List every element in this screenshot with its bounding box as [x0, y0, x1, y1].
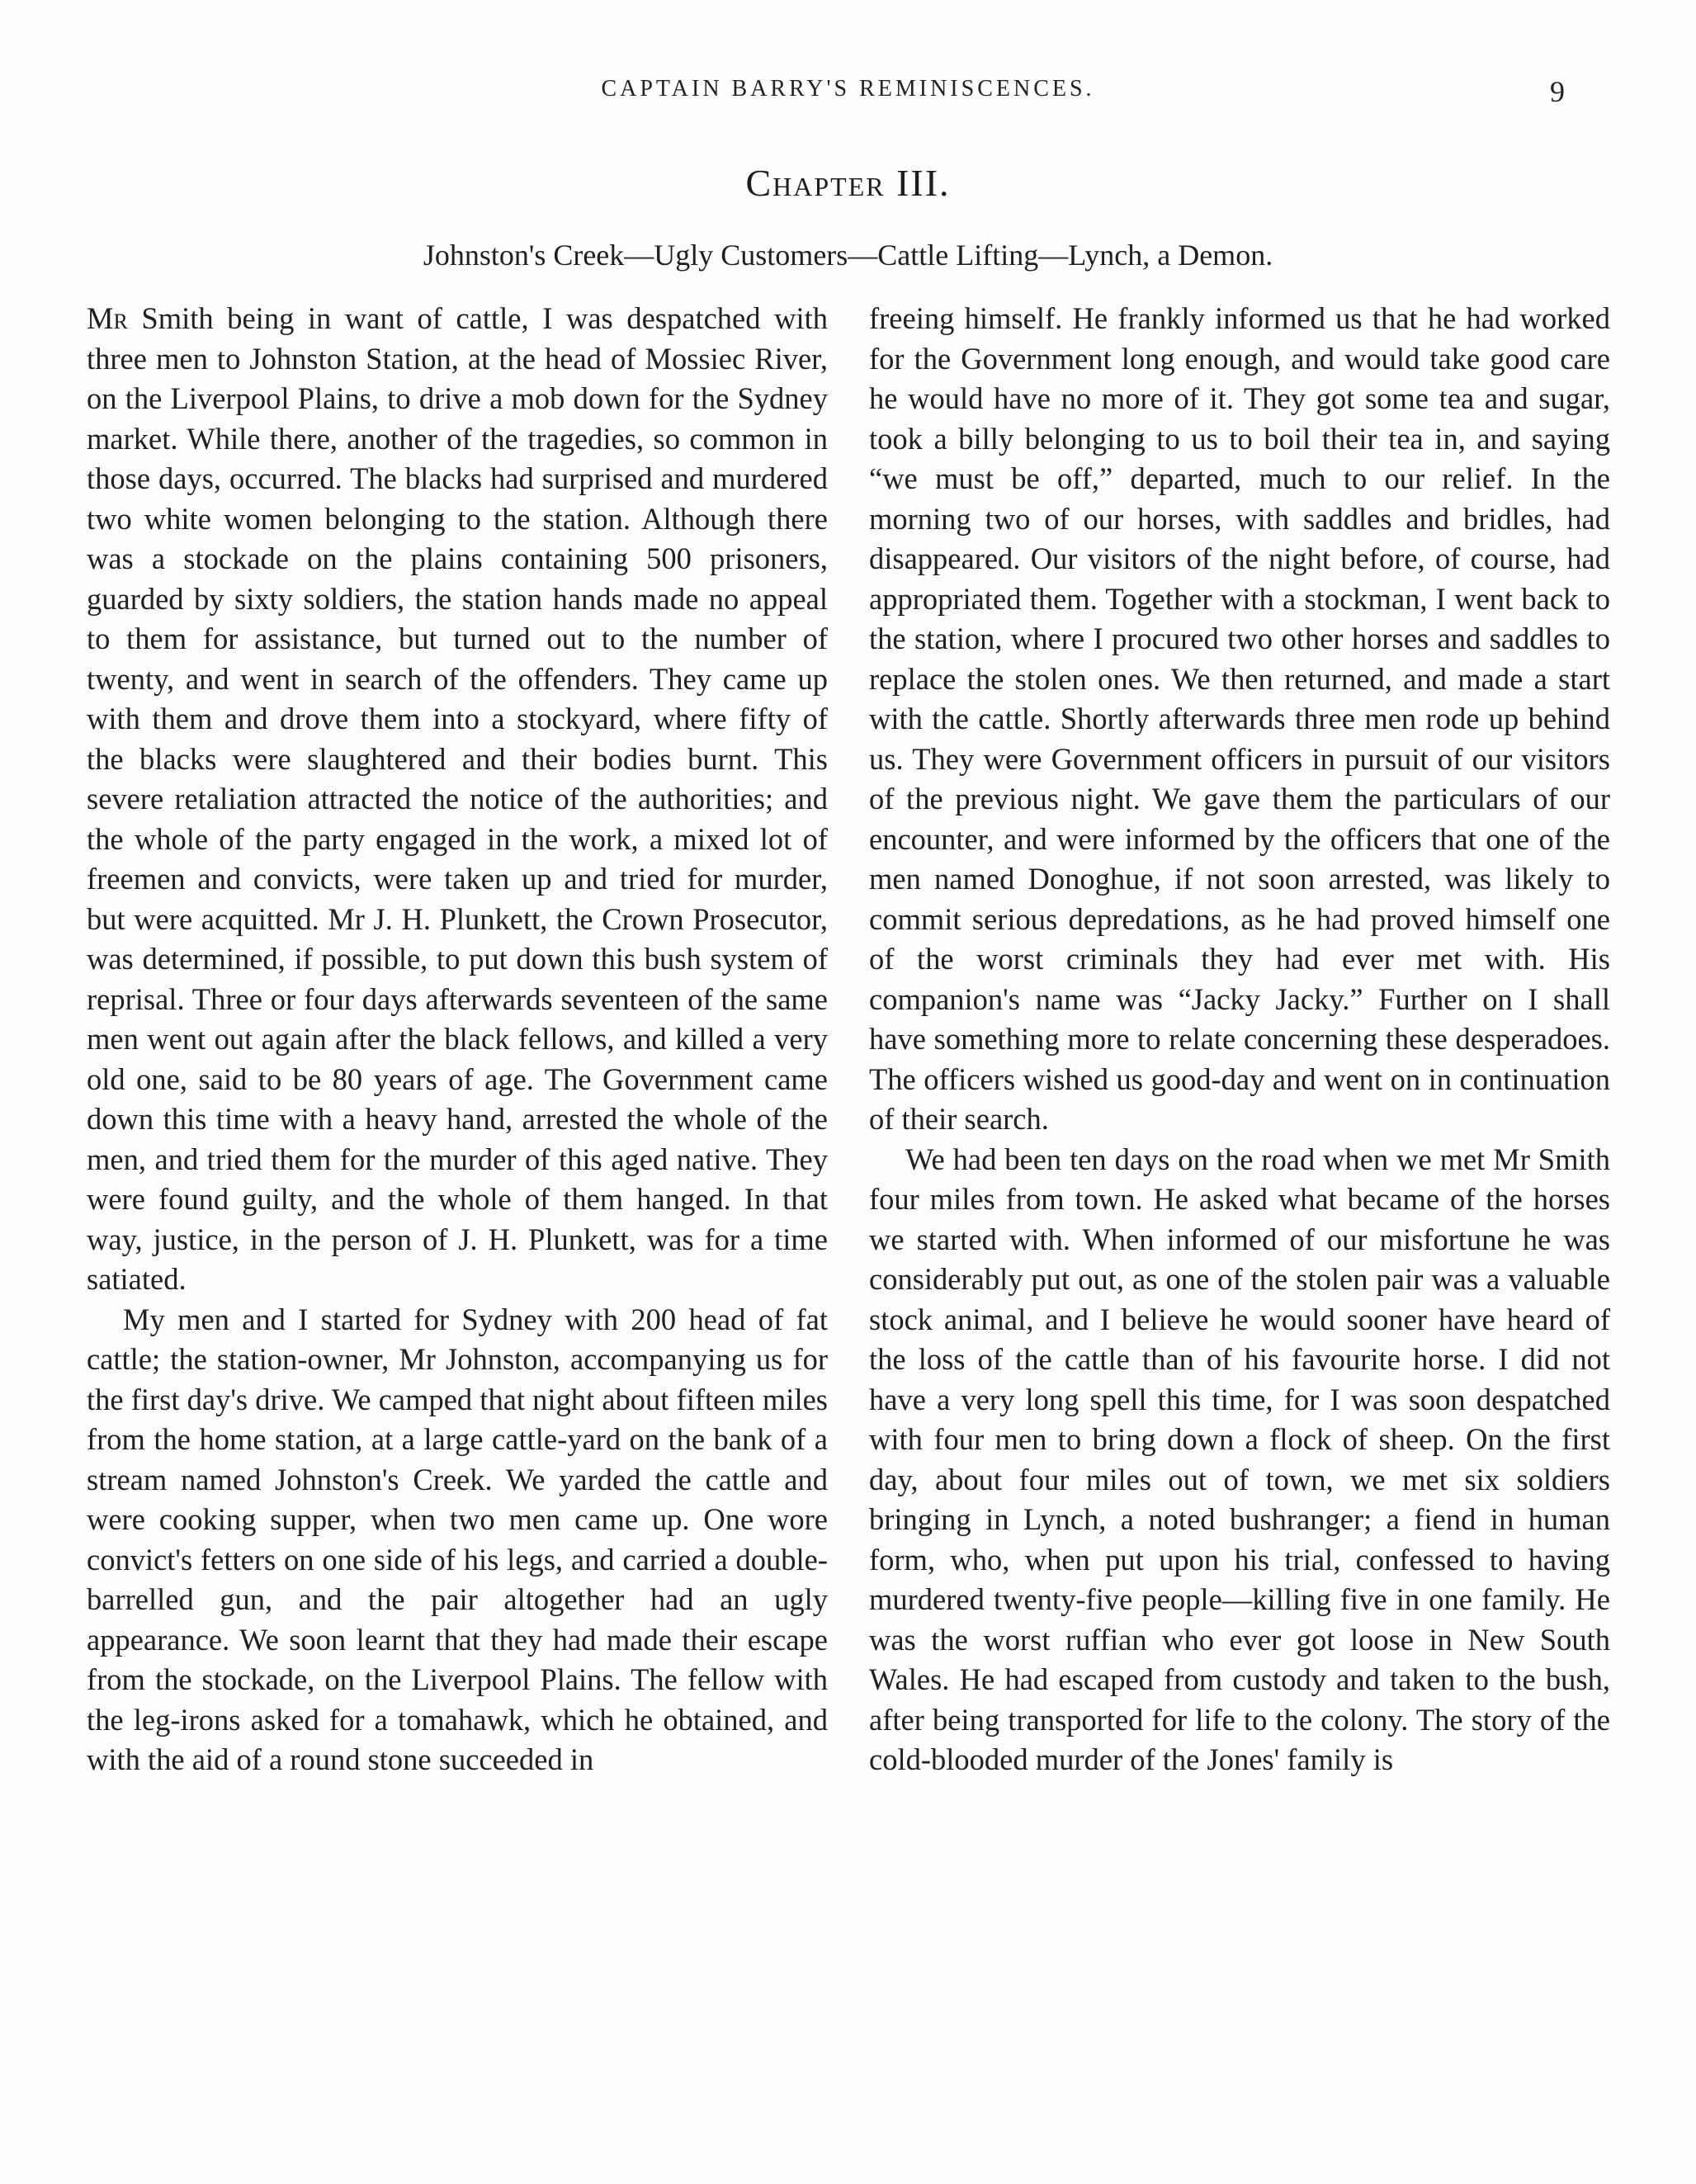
- paragraph: We had been ten days on the road when we met Mr Smith four miles from town. He asked what became of the horses we started with. When informed of our misfortune he was considerably put out, as one of the stolen pair was a valuable stock animal, and I believe he would sooner have heard of the loss of the cattle than of his favourite horse. I did not have a very long spell this time, for I was soon despatched with four men to bring down a flock of sheep. On the first day, about four miles out of town, we met six soldiers bringing in Lynch, a noted bushranger; a fiend in human form, who, when put upon his trial, confessed to having murdered twenty-five people—killing five in one family. He was the worst ruffian who ever got loose in New South Wales. He had escaped from custody and taken to the bush, after being transported for life to the colony. The story of the cold-blooded murder of the Jones' family is: [869, 1142, 1610, 1776]
- left-column: [87, 299, 828, 1780]
- chapter-title: Chapter III.: [745, 162, 951, 204]
- paragraph: My men and I started for Sydney with 200 head of fat cattle; the station-owner, Mr Johnston, accompanying us for the first day's drive. We camped that night about fifteen miles from the home station, at a large cattle-yard on the bank of a stream named Johnston's Creek. We yarded the cattle and were cooking supper, when two men came up. One wore convict's fetters on one side of his legs, and carried a double-barrelled gun, and the pair altogether had an ugly appearance. We soon learnt that they had made their escape from the stockade, on the Liverpool Plains. The fellow with the leg-irons asked for a tomahawk, which he obtained, and with the aid of a round stone succeeded in: [87, 1302, 828, 1776]
- paragraph-lead: Mr: [87, 301, 128, 335]
- paragraph: [87, 299, 828, 1300]
- right-column: [869, 299, 1610, 1780]
- chapter-subtitle: Johnston's Creek—Ugly Customers—Cattle Lifting—Lynch, a Demon.: [423, 239, 1273, 272]
- paragraph: freeing himself. He frankly informed us that he had worked for the Government long enough, and would take good care he would have no more of it. They got some tea and sugar, took a billy belonging to us to boil their tea in, and saying “we must be off,” departed, much to our relief. In the morning two of our horses, with saddles and bridles, had disappeared. Our visitors of the night before, of course, had appropriated them. Together with a stockman, I went back to the station, where I procured two other horses and saddles to replace the stolen ones. We then returned, and made a start with the cattle. Shortly afterwards three men rode up behind us. They were Government officers in pursuit of our visitors of the previous night. We gave them the particulars of our encounter, and were informed by the officers that one of the men named Donoghue, if not soon arrested, was likely to commit serious depredations, as he had proved himself one of the worst criminals they had ever met with. His companion's name was “Jacky Jacky.” Further on I shall have something more to relate concerning these desperadoes. The officers wished us good-day and went on in continuation of their search.: [869, 301, 1610, 1136]
- paragraph-text: Smith being in want of cattle, I was despatched with three men to Johnston Station, at the head of Mossiec River, on the Liverpool Plains, to drive a mob down for the Sydney market. While there, another of the tragedies, so common in those days, occurred. The blacks had surprised and murdered two white women belonging to the station. Although there was a stockade on the plains containing 500 prisoners, guarded by sixty soldiers, the station hands made no appeal to them for assistance, but turned out to the number of twenty, and went in search of the offenders. They came up with them and drove them into a stockyard, where fifty of the blacks were slaughtered and their bodies burnt. This severe retaliation attracted the notice of the authorities; and the whole of the party engaged in the work, a mixed lot of freemen and convicts, were taken up and tried for murder, but were acquitted. Mr J. H. Plunkett, the Crown Prosecutor, was determined, if possible, to put down this bush system of reprisal. Three or four days afterwards seventeen of the same men went out again after the black fellows, and killed a very old one, said to be 80 years of age. The Government came down this time with a heavy hand, arrested the whole of the men, and tried them for the murder of this aged native. They were found guilty, and the whole of them hanged. In that way, justice, in the person of J. H. Plunkett, was for a time satiated.: [87, 301, 828, 1296]
- running-head: CAPTAIN BARRY'S REMINISCENCES.: [601, 76, 1095, 102]
- page-number: 9: [1550, 75, 1565, 108]
